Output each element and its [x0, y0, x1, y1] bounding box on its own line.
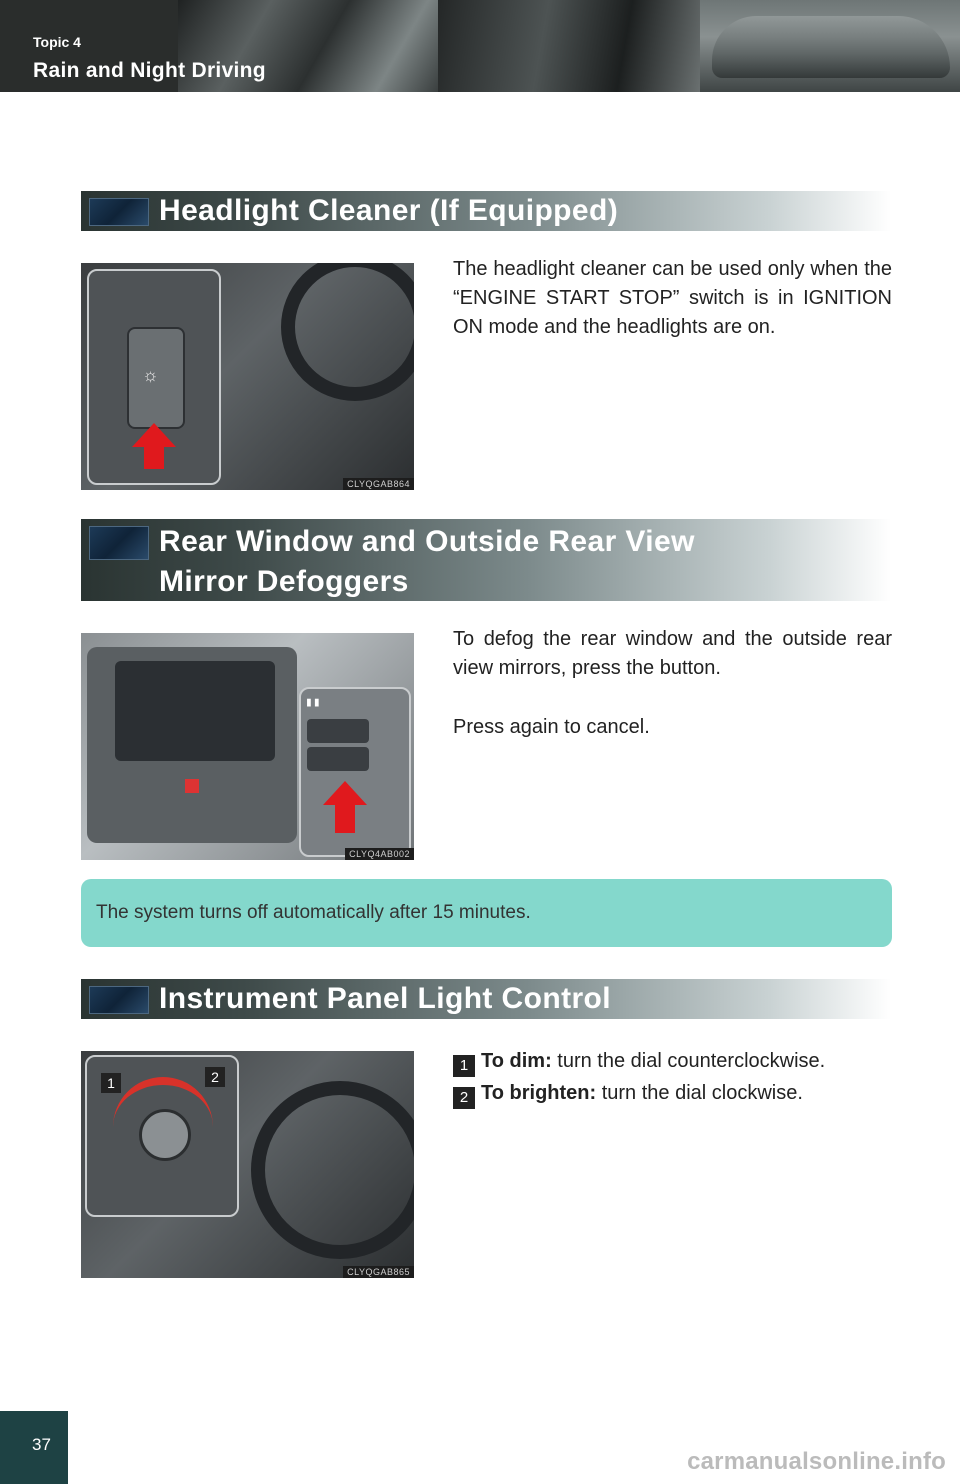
defogger-text: To defog the rear window and the outside rear view mirrors, press the button. — [453, 628, 892, 679]
headlight-cleaner-image — [81, 263, 414, 490]
section-heading-headlight-cleaner — [81, 191, 891, 231]
dial-inset — [85, 1055, 239, 1217]
headlight-cleaner-icon: ☼ — [142, 365, 159, 385]
climate-button — [307, 719, 369, 743]
steering-wheel-shape — [251, 1081, 414, 1259]
step-label: To brighten: — [481, 1082, 597, 1104]
step-text: turn the dial clockwise. — [596, 1082, 803, 1104]
steering-wheel-shape — [281, 263, 414, 401]
dial-label-1: 1 — [101, 1073, 121, 1093]
step-number: 2 — [453, 1087, 475, 1109]
section-heading-instrument-panel — [81, 979, 891, 1019]
arrow-up-icon — [323, 781, 367, 805]
defogger-cancel-text: Press again to cancel. — [453, 716, 650, 738]
arrow-stem — [335, 805, 355, 833]
section-chip — [89, 198, 149, 226]
step-brighten — [453, 1081, 803, 1109]
topic-title: Rain and Night Driving — [33, 59, 266, 82]
headlight-cleaner-text: The headlight cleaner can be used only when the “ENGINE START STOP” switch is in IGNITION ON mode and the headlights are on. — [453, 258, 892, 338]
defogger-image — [81, 633, 414, 860]
page-number: 37 — [32, 1435, 51, 1454]
watermark: carmanualsonline.info — [687, 1448, 946, 1475]
arrow-up-icon — [132, 423, 176, 447]
audio-screen — [115, 661, 275, 761]
section-heading-defoggers — [81, 519, 891, 601]
step-dim — [453, 1049, 825, 1077]
step-number: 1 — [453, 1055, 475, 1077]
page-number-box — [0, 1411, 68, 1484]
image-code: CLYQGAB865 — [343, 1266, 414, 1278]
section-title: Headlight Cleaner (If Equipped) — [159, 194, 619, 227]
cleaner-switch — [127, 327, 185, 429]
switch-inset — [87, 269, 221, 485]
step-text: turn the dial counterclockwise. — [551, 1050, 826, 1072]
instrument-panel-image — [81, 1051, 414, 1278]
page-header — [0, 0, 960, 92]
section-title-line1: Rear Window and Outside Rear View — [159, 525, 695, 558]
section-title-line2: Mirror Defoggers — [159, 565, 409, 598]
image-code: CLYQ4AB002 — [345, 848, 414, 860]
step-label: To dim: — [481, 1050, 552, 1072]
defogger-button-inset — [299, 687, 411, 857]
climate-button — [307, 747, 369, 771]
arrow-stem — [144, 447, 164, 469]
console-panel — [87, 647, 297, 843]
topic-label: Topic 4 — [33, 34, 81, 50]
temperature-readout-icon: ▮▮ — [305, 695, 321, 710]
dial-label-2: 2 — [205, 1067, 225, 1087]
note-text: The system turns off automatically after 15 minutes. — [96, 902, 531, 923]
car-silhouette — [712, 16, 950, 78]
image-code: CLYQGAB864 — [343, 478, 414, 490]
header-photo-cabin — [438, 0, 700, 92]
hazard-button — [185, 779, 199, 793]
section-chip — [89, 526, 149, 560]
brightness-dial — [139, 1109, 191, 1161]
section-chip — [89, 986, 149, 1014]
note-box — [81, 879, 892, 947]
section-title: Instrument Panel Light Control — [159, 982, 611, 1015]
